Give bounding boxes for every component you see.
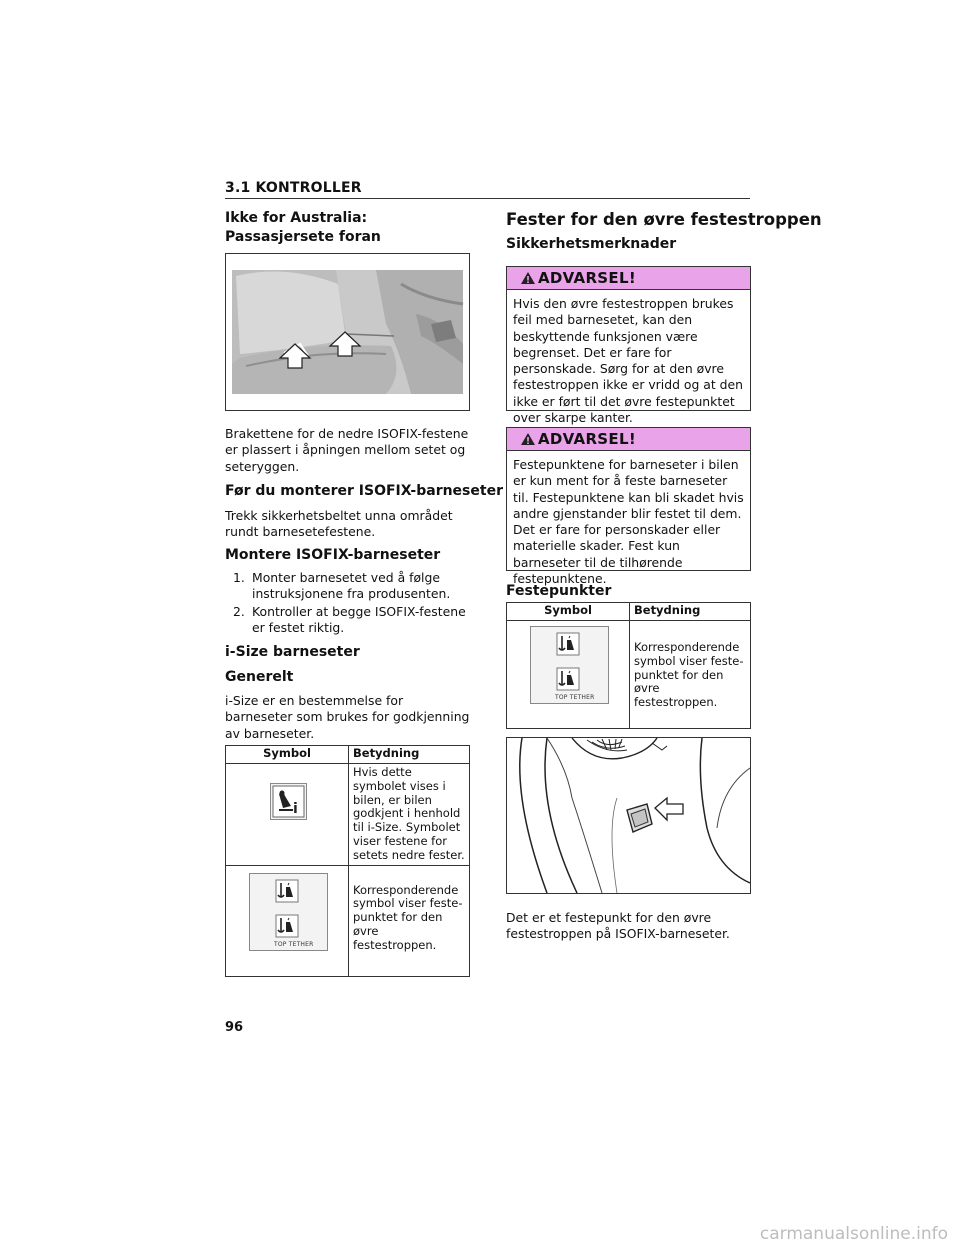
svg-text:i: i	[293, 801, 298, 817]
general-heading: Generelt	[225, 669, 294, 685]
anchor-seat-icon-2	[556, 667, 580, 691]
top-tether-label: TOP TETHER	[555, 694, 595, 701]
step-1-number: 1.	[233, 570, 245, 585]
before-heading: Før du monterer ISOFIX-barneseter	[225, 483, 503, 499]
seat-image	[226, 254, 469, 410]
anchor-illustration	[506, 737, 751, 894]
col-symbol: Symbol	[226, 746, 349, 764]
warning-text-1: Hvis den øvre festestroppen brukes feil med barnesetet, kan den beskyttende funksjonen være begrenset. Det er fare for personskade. Sørg for at den øvre festestroppen ikke er vridd og at den ikke er ført til det øvre festepunktet over skarpe kanter.	[513, 296, 744, 426]
points-heading: Festepunkter	[506, 583, 612, 599]
page-number: 96	[225, 1020, 244, 1035]
warning-label-1: ADVARSEL!	[538, 269, 636, 287]
anchor-seat-icon-1	[556, 632, 580, 656]
closing-text: Det er et festepunkt for den øvre festestroppen på ISOFIX-barneseter.	[506, 910, 730, 942]
anchor-seat-icon-2	[275, 914, 299, 938]
header-rule	[225, 198, 750, 199]
warning-text-2: Festepunktene for barneseter i bilen er kun ment for å feste barneseter til. Festepunktene kan bli skadet hvis andre gjenstander blir festet til dem. Det er fare for personskader eller materielle skader. Fest kun barneseter til de tilhørende festepunktene.	[513, 457, 744, 587]
before-text: Trekk sikkerhetsbeltet unna området rundt barnesetefestene.	[225, 508, 453, 540]
left-heading: Ikke for Australia: Passasjersete foran	[225, 210, 381, 245]
tether-icon-box	[249, 873, 328, 951]
anchor-image	[507, 738, 750, 893]
right-heading: Fester for den øvre festestroppen	[506, 210, 822, 229]
warning-label-2: ADVARSEL!	[538, 430, 636, 448]
warning-box-1	[506, 266, 751, 426]
col-symbol: Symbol	[507, 603, 630, 621]
tether-symbol-cell	[226, 865, 349, 976]
points-symbol-cell	[507, 621, 630, 729]
top-tether-label: TOP TETHER	[274, 940, 314, 948]
step-2-text: Kontroller at begge ISOFIX-festene er festet riktig.	[252, 604, 466, 636]
isize-meaning: Hvis dette symbolet vises i bilen, er bilen godkjent i henhold til i-Size. Symbolet viser festene for setets nedre fester.	[349, 764, 470, 866]
isize-symbol-cell	[226, 764, 349, 866]
anchor-seat-icon-1	[275, 879, 299, 903]
points-meaning: Korresponderende symbol viser feste-punktet for den øvre festestroppen.	[630, 621, 751, 729]
general-text: i-Size er en bestemmelse for barneseter som brukes for godkjenning av barneseter.	[225, 693, 470, 741]
warning-header-1	[507, 267, 750, 290]
watermark: carmanualsonline.info	[759, 1224, 948, 1244]
col-meaning: Betydning	[349, 746, 470, 764]
warning-icon	[520, 271, 536, 285]
warning-icon	[520, 432, 536, 446]
intro-text: Brakettene for de nedre ISOFIX-festene er plassert i åpningen mellom setet og seteryggen.	[225, 426, 469, 474]
section-title: 3.1 KONTROLLER	[225, 180, 362, 196]
warning-box-2	[506, 427, 751, 587]
seat-illustration	[225, 253, 470, 411]
step-1-text: Monter barnesetet ved å følge instruksjonene fra produsenten.	[252, 570, 451, 602]
step-2-number: 2.	[233, 604, 245, 619]
isize-table	[225, 745, 470, 977]
col-meaning: Betydning	[630, 603, 751, 621]
mount-heading: Montere ISOFIX-barneseter	[225, 547, 441, 563]
safety-heading: Sikkerhetsmerknader	[506, 236, 677, 252]
isize-heading: i-Size barneseter	[225, 644, 360, 660]
tether-meaning: Korresponderende symbol viser feste-punktet for den øvre festestroppen.	[349, 865, 470, 976]
isize-icon	[270, 783, 307, 820]
warning-header-2	[507, 428, 750, 451]
tether-icon-box	[530, 626, 609, 704]
points-table	[506, 602, 751, 729]
